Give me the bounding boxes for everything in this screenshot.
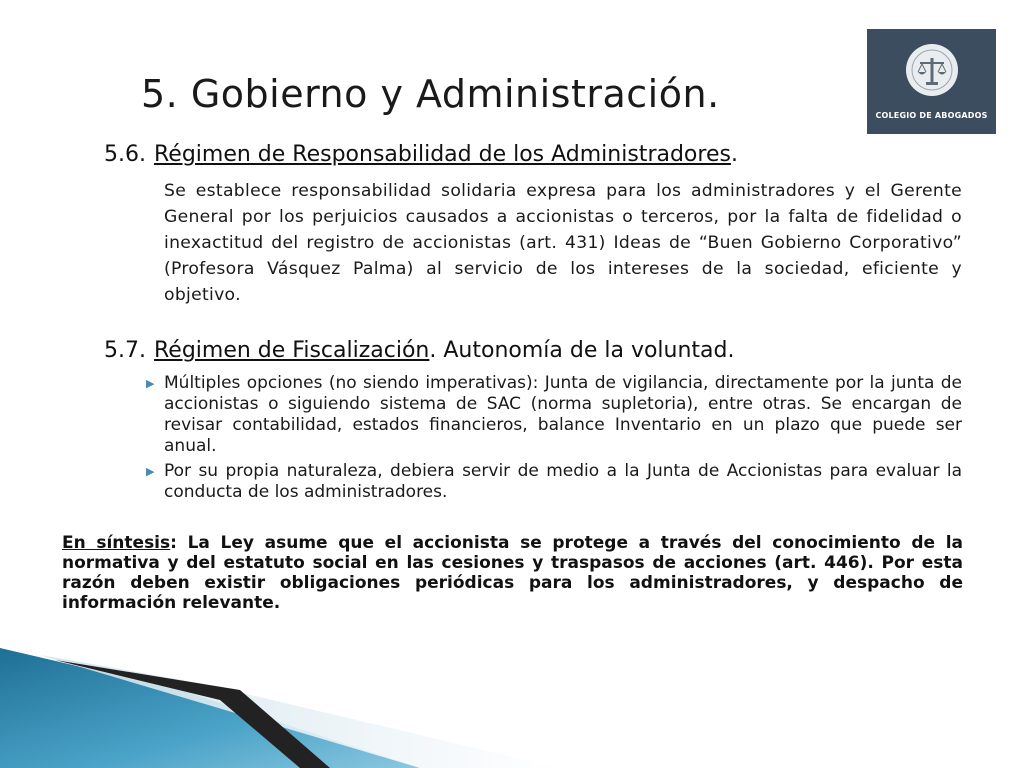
section-number: 5.7. [104, 338, 146, 363]
section-heading-5-6 [104, 142, 738, 167]
section-title: Régimen de Responsabilidad de los Administradores [153, 142, 731, 167]
section-suffix: . Autonomía de la voluntad. [429, 338, 735, 363]
section-2-bullet-1: Múltiples opciones (no siendo imperativas): Junta de vigilancia, directamente por la junta de accionistas o siguiendo sistema de SAC (norma supletoria), entre otras. Se encargan de revisar contabilidad, estados financieros, balance Inventario en un plazo que puede ser anual. [164, 373, 962, 456]
colegio-logo [867, 29, 996, 134]
scales-of-justice-icon [904, 42, 960, 98]
section-title: Régimen de Fiscalización [153, 338, 430, 363]
logo-text: COLEGIO DE ABOGADOS [875, 111, 988, 120]
section-2-bullet-2: Por su propia naturaleza, debiera servir de medio a la Junta de Accionistas para evaluar la conducta de los administradores. [164, 461, 962, 502]
synthesis-paragraph [62, 533, 963, 613]
section-suffix: . [730, 142, 738, 167]
section-1-paragraph: Se establece responsabilidad solidaria expresa para los administradores y el Gerente General por los perjuicios causados a accionistas o terceros, por la falta de fidelidad o inexactitud del registro de accionistas (art. 431) Ideas de “Buen Gobierno Corporativo” (Profesora Vásquez Palma) al servicio de los intereses de la sociedad, eficiente y objetivo. [164, 181, 962, 305]
bullet-arrow-icon: ▶ [146, 377, 155, 390]
section-number: 5.6. [104, 142, 146, 167]
synthesis-text: : La Ley asume que el accionista se protege a través del conocimiento de la normativa y del estatuto social en las cesiones y traspasos de acciones (art. 446). Por esta razón deben existir obligaciones periódicas para los administradores, y despacho de información relevante. [62, 533, 963, 613]
synthesis-label: En síntesis [62, 533, 171, 553]
bullet-arrow-icon: ▶ [146, 465, 155, 478]
page-title: 5. Gobierno y Administración. [141, 72, 720, 116]
section-heading-5-7 [104, 338, 735, 363]
